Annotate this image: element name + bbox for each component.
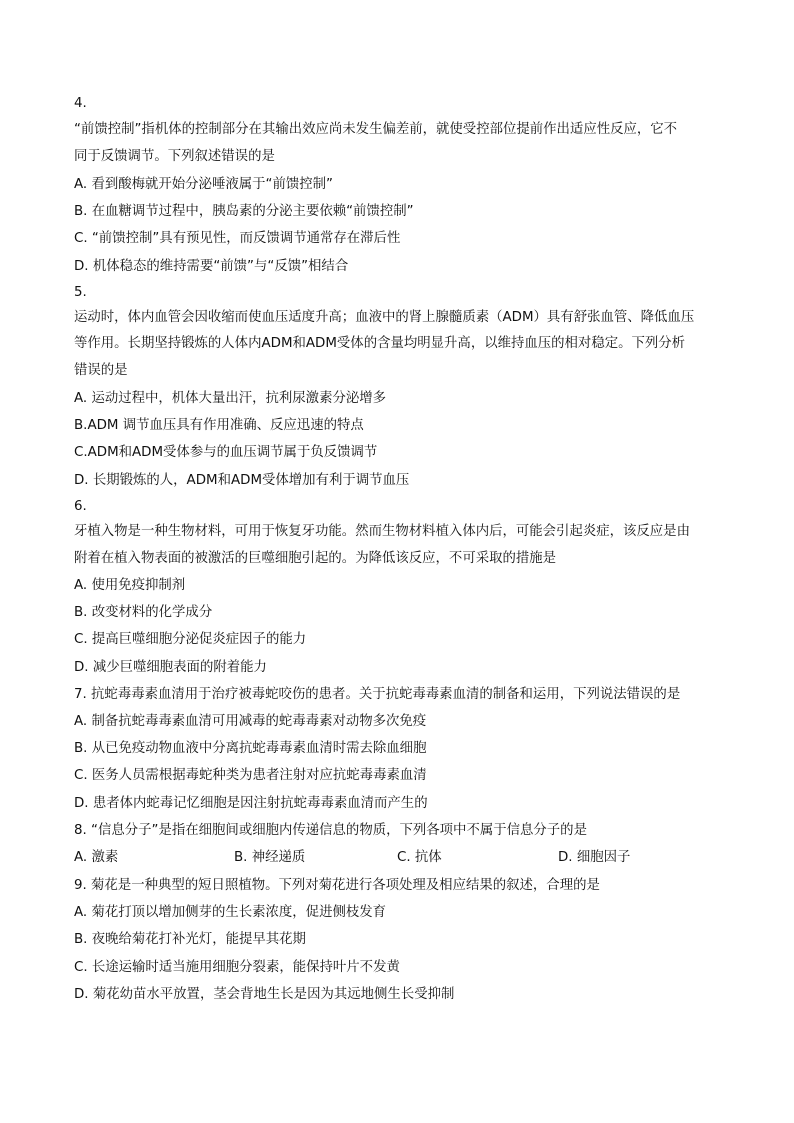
question-5-stem-line-3: 错误的是 (74, 363, 128, 378)
question-8-options-row (74, 849, 734, 867)
question-5-option-a: A. 运动过程中，机体大量出汗，抗利尿激素分泌增多 (74, 391, 387, 406)
question-8-option-b: B. 神经递质 (234, 850, 306, 865)
question-4-option-c: C. “前馈控制”具有预见性，而反馈调节通常存在滞后性 (74, 231, 401, 246)
question-4-option-d: D. 机体稳态的维持需要“前馈”与“反馈”相结合 (74, 259, 349, 274)
question-6-stem-line-2: 附着在植入物表面的被激活的巨噬细胞引起的。为降低该反应，不可采取的措施是 (74, 551, 557, 566)
question-5-option-b: B.ADM 调节血压具有作用准确、反应迅速的特点 (74, 418, 364, 433)
question-4-stem-line-1: “前馈控制”指机体的控制部分在其输出效应尚未发生偏差前，就使受控部位提前作出适应性反应，它不 (74, 122, 678, 137)
question-8-option-c: C. 抗体 (397, 850, 442, 865)
question-5-option-d: D. 长期锻炼的人，ADM和ADM受体增加有利于调节血压 (74, 473, 410, 488)
question-9-option-b: B. 夜晚给菊花打补光灯，能提早其花期 (74, 932, 306, 947)
question-7-option-d: D. 患者体内蛇毒记忆细胞是因注射抗蛇毒毒素血清而产生的 (74, 796, 428, 811)
question-8-option-d: D. 细胞因子 (558, 850, 631, 865)
question-5-stem-line-2: 等作用。长期坚持锻炼的人体内ADM和ADM受体的含量均明显升高，以维持血压的相对稳定。下列分析 (74, 336, 686, 351)
question-6-stem-line-1: 牙植入物是一种生物材料，可用于恢复牙功能。然而生物材料植入体内后，可能会引起炎症，该反应是由 (74, 524, 690, 539)
question-4-option-b: B. 在血糖调节过程中，胰岛素的分泌主要依赖“前馈控制” (74, 204, 414, 219)
question-4-option-a: A. 看到酸梅就开始分泌唾液属于“前馈控制” (74, 177, 333, 192)
question-8-option-a: A. 激素 (74, 850, 119, 865)
question-9-option-c: C. 长途运输时适当施用细胞分裂素，能保持叶片不发黄 (74, 960, 400, 975)
question-7-stem: 7. 抗蛇毒毒素血清用于治疗被毒蛇咬伤的患者。关于抗蛇毒毒素血清的制备和运用，下列说法错误的是 (74, 687, 681, 702)
question-9-stem: 9. 菊花是一种典型的短日照植物。下列对菊花进行各项处理及相应结果的叙述，合理的是 (74, 878, 600, 893)
question-6-option-a: A. 使用免疫抑制剂 (74, 578, 186, 593)
question-4-number: 4. (74, 96, 87, 111)
question-9-option-a: A. 菊花打顶以增加侧芽的生长素浓度，促进侧枝发育 (74, 905, 387, 920)
question-8-stem: 8. “信息分子”是指在细胞间或细胞内传递信息的物质，下列各项中不属于信息分子的是 (74, 823, 587, 838)
question-9-option-d: D. 菊花幼苗水平放置，茎会背地生长是因为其远地侧生长受抑制 (74, 987, 455, 1002)
question-5-number: 5. (74, 285, 87, 300)
question-4-stem-line-2: 同于反馈调节。下列叙述错误的是 (74, 149, 275, 164)
question-7-option-b: B. 从已免疫动物血液中分离抗蛇毒毒素血清时需去除血细胞 (74, 741, 427, 756)
question-6-option-d: D. 减少巨噬细胞表面的附着能力 (74, 660, 267, 675)
question-6-number: 6. (74, 499, 87, 514)
question-7-option-c: C. 医务人员需根据毒蛇种类为患者注射对应抗蛇毒毒素血清 (74, 768, 427, 783)
question-7-option-a: A. 制备抗蛇毒毒素血清可用减毒的蛇毒毒素对动物多次免疫 (74, 714, 427, 729)
question-6-option-b: B. 改变材料的化学成分 (74, 605, 213, 620)
question-5-stem-line-1: 运动时，体内血管会因收缩而使血压适度升高；血液中的肾上腺髓质素（ADM）具有舒张血管、降低血压 (74, 310, 695, 325)
question-6-option-c: C. 提高巨噬细胞分泌促炎症因子的能力 (74, 632, 307, 647)
question-5-option-c: C.ADM和ADM受体参与的血压调节属于负反馈调节 (74, 445, 378, 460)
